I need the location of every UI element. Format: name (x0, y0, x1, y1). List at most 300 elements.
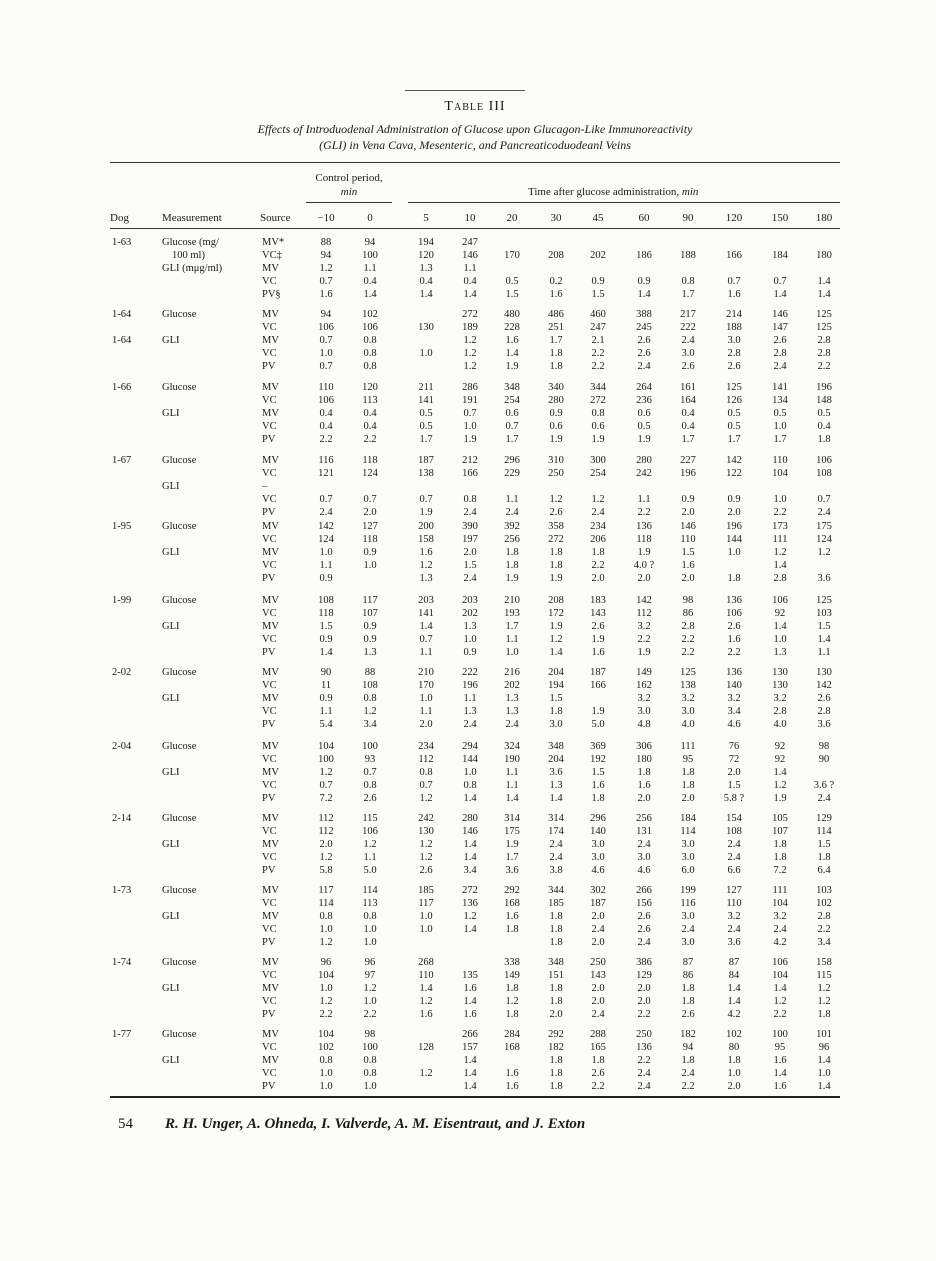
table-cell: 92 (774, 754, 786, 766)
table-cell: 2.8 (773, 706, 787, 718)
table-cell: 1.4 (463, 289, 477, 301)
source-label: VC (262, 780, 277, 792)
table-cell: 1.4 (463, 924, 477, 936)
table-cell: 314 (548, 813, 564, 824)
table-cell: 2.2 (591, 348, 605, 360)
table-cell: 1.8 (549, 560, 563, 572)
table-cell: 0.4 (363, 421, 377, 433)
table-cell: 100 (362, 250, 378, 262)
table-cell: 1.2 (773, 780, 787, 792)
table-cell: 1.2 (363, 839, 377, 851)
dog-id: 2-14 (112, 813, 132, 824)
table-cell: 1.4 (419, 289, 433, 301)
table-cell: 0.7 (419, 780, 433, 792)
table-cell: 112 (418, 754, 434, 766)
source-label: PV (262, 647, 276, 659)
source-label: MV (262, 839, 279, 851)
table-cell: 302 (590, 885, 606, 896)
table-cell: 1.5 (681, 547, 695, 559)
table-cell: 1.2 (463, 911, 477, 923)
table-cell: 1.9 (591, 634, 605, 646)
table-cell: 93 (364, 754, 376, 766)
table-cell: 0.4 (681, 408, 695, 420)
table-cell: 256 (636, 813, 652, 824)
table-cell: 102 (362, 309, 378, 320)
table-cell: 222 (680, 322, 696, 334)
table-cell: 1.5 (463, 560, 477, 572)
table-cell: 2.8 (727, 348, 741, 360)
table-cell: 2.0 (637, 983, 651, 995)
table-cell: 100 (362, 1042, 378, 1054)
source-label: MV (262, 521, 279, 532)
table-cell: 1.6 (773, 1055, 787, 1067)
table-cell: 1.6 (727, 634, 741, 646)
table-cell: 3.0 (591, 839, 605, 851)
table-cell: 166 (590, 680, 606, 692)
table-cell: 222 (462, 667, 478, 678)
table-cell: 2.0 (591, 573, 605, 585)
table-cell: 146 (680, 521, 696, 532)
table-cell: 1.4 (505, 348, 519, 360)
table-cell: 1.2 (419, 793, 433, 805)
source-label: MV (262, 957, 279, 968)
table-cell: 1.8 (505, 1009, 519, 1021)
time-col-header: 60 (638, 212, 650, 224)
table-cell: 1.8 (505, 547, 519, 559)
dog-id: 2-04 (112, 741, 132, 752)
table-cell: 1.9 (463, 434, 477, 446)
table-cell: 1.2 (419, 852, 433, 864)
table-cell: 3.0 (637, 706, 651, 718)
table-cell: 136 (462, 898, 478, 910)
table-cell: 2.0 (549, 1009, 563, 1021)
table-cell: 98 (682, 595, 694, 606)
table-cell: 1.2 (549, 494, 563, 506)
table-cell: 310 (548, 455, 564, 466)
table-cell: 2.2 (363, 434, 377, 446)
table-cell: 1.5 (591, 289, 605, 301)
table-cell: 229 (504, 468, 520, 480)
table-cell: 142 (726, 455, 742, 466)
table-cell: 96 (364, 957, 376, 968)
table-cell: 1.7 (419, 434, 433, 446)
table-cell: 1.0 (817, 1068, 831, 1080)
table-cell: 106 (816, 455, 832, 466)
table-cell: 1.8 (681, 983, 695, 995)
time-col-header: 180 (815, 212, 833, 224)
source-label: MV (262, 741, 279, 752)
table-cell: 173 (772, 521, 788, 532)
table-cell: 111 (680, 741, 696, 752)
table-cell: 1.2 (319, 937, 333, 949)
table-cell: 1.9 (637, 647, 651, 659)
table-cell: 1.0 (319, 983, 333, 995)
table-cell: 1.0 (363, 560, 377, 572)
table-cell: 143 (590, 608, 606, 620)
table-cell: 0.8 (319, 911, 333, 923)
table-cell: 92 (774, 608, 786, 620)
table-cell: 3.2 (727, 693, 741, 705)
table-cell: 170 (504, 250, 520, 262)
table-cell: 1.4 (817, 1055, 831, 1067)
table-cell: 460 (590, 309, 606, 320)
table-cell: 2.4 (463, 573, 477, 585)
table-cell: 112 (318, 826, 334, 838)
source-label: VC (262, 494, 277, 506)
table-cell: 272 (462, 885, 478, 896)
table-cell: 94 (682, 1042, 694, 1054)
table-cell: 149 (636, 667, 652, 678)
table-cell: 1.6 (549, 289, 563, 301)
measurement-label: GLI (162, 911, 180, 923)
table-cell: 166 (726, 250, 742, 262)
dog-id: 2-02 (112, 667, 132, 678)
table-cell: 2.2 (363, 1009, 377, 1021)
table-cell: 242 (636, 468, 652, 480)
table-cell: 245 (636, 322, 652, 334)
col-source: Source (260, 212, 291, 224)
table-cell: 88 (320, 237, 332, 248)
table-cell: 124 (318, 534, 334, 546)
table-cell: 2.8 (681, 621, 695, 633)
source-label: MV (262, 1029, 279, 1040)
table-cell: 0.9 (363, 634, 377, 646)
table-cell: 1.9 (591, 706, 605, 718)
table-cell: 272 (590, 395, 606, 407)
table-cell: 1.1 (505, 634, 519, 646)
table-cell: 2.2 (773, 1009, 787, 1021)
table-cell: 1.8 (505, 983, 519, 995)
measurement-label: GLI (162, 983, 180, 995)
source-label: MV (262, 911, 279, 923)
table-cell: 197 (462, 534, 478, 546)
table-cell: 280 (548, 395, 564, 407)
table-cell: 194 (548, 680, 564, 692)
source-label: MV (262, 667, 279, 678)
table-cell: 1.3 (549, 780, 563, 792)
table-cell: 115 (816, 970, 832, 982)
table-cell: 202 (590, 250, 606, 262)
table-cell: 107 (362, 608, 378, 620)
table-title-line1: Effects of Introduodenal Administration of Glucose upon Glucagon-Like Immunoreactivity (257, 122, 693, 136)
source-label: PV§ (262, 289, 281, 301)
time-col-header: 120 (725, 212, 743, 224)
table-cell: 0.4 (817, 421, 831, 433)
table-cell: 1.4 (419, 621, 433, 633)
table-cell: 161 (680, 382, 696, 393)
source-label: MV (262, 621, 279, 633)
table-cell: 3.6 (505, 865, 519, 877)
table-cell: 1.1 (463, 263, 477, 275)
page-number: 54 (118, 1116, 133, 1132)
time-col-header: −10 (317, 212, 335, 224)
table-cell: 0.4 (363, 276, 377, 288)
table-cell: 1.4 (817, 1081, 831, 1093)
table-cell: 0.8 (363, 1055, 377, 1067)
table-cell: 1.3 (463, 706, 477, 718)
table-cell: 2.0 (681, 507, 695, 519)
table-cell: 1.8 (727, 573, 741, 585)
table-cell: 168 (504, 898, 520, 910)
table-cell: 186 (636, 250, 652, 262)
table-cell: 3.2 (637, 693, 651, 705)
table-cell: 2.4 (681, 924, 695, 936)
table-cell: 2.1 (591, 335, 605, 346)
table-cell: 0.5 (727, 421, 741, 433)
measurement-label: Glucose (mg/ (162, 237, 219, 248)
table-cell: 1.8 (505, 924, 519, 936)
table-cell: 126 (726, 395, 742, 407)
table-cell: 344 (590, 382, 606, 393)
table-cell: 1.5 (549, 693, 563, 705)
table-cell: 6.0 (681, 865, 695, 877)
table-cell: 288 (590, 1029, 606, 1040)
dog-id: 1-99 (112, 595, 132, 606)
table-cell: 1.0 (363, 937, 377, 949)
table-cell: 268 (418, 957, 434, 968)
table-cell: 94 (364, 237, 376, 248)
table-cell: 2.2 (727, 647, 741, 659)
source-label: VC (262, 924, 277, 936)
table-cell: 1.2 (463, 348, 477, 360)
table-cell: 3.6 (549, 767, 563, 779)
table-cell: 108 (318, 595, 334, 606)
table-cell: 1.9 (549, 434, 563, 446)
table-cell: 1.8 (637, 767, 651, 779)
table-cell: 1.8 (505, 560, 519, 572)
table-cell: 112 (318, 813, 334, 824)
table-cell: 1.6 (591, 780, 605, 792)
table-cell: 254 (590, 468, 606, 480)
table-cell: 358 (548, 521, 564, 532)
table-cell: 0.7 (505, 421, 519, 433)
table-cell: 3.0 (681, 706, 695, 718)
table-cell: 130 (772, 680, 788, 692)
table-cell: 2.4 (319, 507, 333, 519)
table-cell: 2.4 (727, 852, 741, 864)
table-cell: 103 (816, 608, 832, 620)
table-cell: 0.4 (681, 421, 695, 433)
source-label: VC (262, 680, 277, 692)
table-cell: 0.8 (319, 1055, 333, 1067)
table-cell: 1.0 (319, 924, 333, 936)
table-cell: 2.4 (773, 361, 787, 373)
table-cell: 106 (362, 322, 378, 334)
table-cell: 2.2 (637, 634, 651, 646)
table-cell: 192 (590, 754, 606, 766)
table-cell: 113 (362, 395, 378, 407)
table-cell: 216 (504, 667, 520, 678)
table-cell: 86 (682, 970, 694, 982)
table-cell: 3.0 (681, 937, 695, 949)
table-cell: 1.1 (505, 780, 519, 792)
table-cell: 0.7 (419, 634, 433, 646)
dog-id: 1-64 (112, 309, 132, 320)
table-cell: 100 (772, 1029, 788, 1040)
source-label: PV (262, 793, 276, 805)
table-cell: 1.4 (773, 983, 787, 995)
table-cell: 103 (816, 885, 832, 896)
table-cell: 2.2 (681, 647, 695, 659)
table-cell: 266 (462, 1029, 478, 1040)
table-cell: 1.6 (505, 1081, 519, 1093)
table-cell: 2.4 (773, 924, 787, 936)
table-cell: 114 (816, 826, 832, 838)
table-cell: 116 (680, 898, 696, 910)
table-cell: 127 (362, 521, 378, 532)
table-cell: 142 (636, 595, 652, 606)
table-cell: 125 (816, 595, 832, 606)
source-label: VC (262, 898, 277, 910)
table-cell: 1.0 (463, 767, 477, 779)
table-cell: 2.4 (817, 507, 831, 519)
table-cell: 104 (772, 468, 788, 480)
table-cell: 4.0 ? (633, 560, 655, 572)
dog-id: 1-74 (112, 957, 132, 968)
table-cell: 1.3 (363, 647, 377, 659)
table-cell: 1.8 (817, 1009, 831, 1021)
table-cell: 0.7 (363, 494, 377, 506)
table-cell: 2.0 (681, 573, 695, 585)
table-cell: 0.5 (505, 276, 519, 288)
table-cell: 5.0 (591, 719, 605, 731)
table-cell: 88 (364, 667, 376, 678)
time-col-header: 10 (464, 212, 476, 224)
table-cell: 3.6 ? (813, 780, 835, 792)
table-cell: 292 (548, 1029, 564, 1040)
table-cell: 1.8 (549, 983, 563, 995)
table-cell: 0.8 (363, 780, 377, 792)
table-cell: 348 (548, 957, 564, 968)
table-cell: 1.8 (727, 1055, 741, 1067)
source-label: VC (262, 826, 277, 838)
table-cell: 250 (590, 957, 606, 968)
table-cell: 0.9 (463, 647, 477, 659)
time-col-header: 20 (506, 212, 518, 224)
table-cell: 108 (816, 468, 832, 480)
col-dog: Dog (110, 212, 129, 224)
source-label: VC (262, 421, 277, 433)
table-cell: 118 (636, 534, 652, 546)
table-cell: 2.0 (319, 839, 333, 851)
source-label: VC (262, 1042, 277, 1054)
table-cell: 1.2 (419, 839, 433, 851)
table-cell: 1.1 (505, 494, 519, 506)
table-cell: 90 (818, 754, 830, 766)
table-cell: 1.1 (363, 263, 377, 275)
table-cell: 196 (462, 680, 478, 692)
table-cell: 1.6 (591, 647, 605, 659)
table-cell: 108 (726, 826, 742, 838)
table-cell: 1.0 (319, 1081, 333, 1093)
source-label: VC (262, 348, 277, 360)
table-cell: 1.8 (591, 547, 605, 559)
table-cell: 130 (816, 667, 832, 678)
table-cell: 1.4 (463, 1081, 477, 1093)
table-cell: 3.4 (363, 719, 377, 731)
table-cell: 0.8 (463, 494, 477, 506)
table-cell: 196 (816, 382, 832, 393)
table-cell: 0.9 (319, 693, 333, 705)
table-cell: 6.4 (817, 865, 831, 877)
table-cell: 120 (362, 382, 378, 393)
table-cell: 5.8 ? (723, 793, 745, 805)
table-cell: 1.9 (419, 507, 433, 519)
table-cell: 1.2 (419, 996, 433, 1008)
table-cell: 256 (504, 534, 520, 546)
table-cell: 0.8 (363, 361, 377, 373)
table-cell: 286 (462, 382, 478, 393)
table-cell: 94 (320, 250, 332, 262)
table-cell: 2.2 (773, 507, 787, 519)
table-cell: 92 (774, 741, 786, 752)
table-cell: 144 (726, 534, 742, 546)
table-cell: 136 (726, 667, 742, 678)
control-header-line2: min (340, 186, 358, 198)
table-cell: 324 (504, 741, 520, 752)
table-cell: 1.4 (637, 289, 651, 301)
table-cell: 2.0 (463, 547, 477, 559)
table-cell: 182 (680, 1029, 696, 1040)
table-cell: 125 (816, 309, 832, 320)
source-label: PV (262, 434, 276, 446)
table-cell: 0.7 (319, 361, 333, 373)
table-cell: 0.5 (773, 408, 787, 420)
table-cell: 0.9 (591, 276, 605, 288)
table-cell: 2.6 (419, 865, 433, 877)
measurement-label: Glucose (162, 957, 197, 968)
table-cell: 0.7 (773, 276, 787, 288)
table-cell: 146 (462, 250, 478, 262)
table-cell: 2.0 (727, 767, 741, 779)
measurement-label: Glucose (162, 667, 197, 678)
table-cell: 2.6 (591, 621, 605, 633)
dog-id: 1-63 (112, 237, 132, 248)
measurement-label: GLI (162, 621, 180, 633)
table-cell: 1.4 (463, 839, 477, 851)
table-cell: 146 (772, 309, 788, 320)
table-cell: 1.5 (817, 839, 831, 851)
table-cell: 2.4 (505, 719, 519, 731)
table-cell: 1.4 (817, 276, 831, 288)
table-cell: 3.6 (817, 573, 831, 585)
table-cell: 113 (362, 898, 378, 910)
table-cell: 1.8 (549, 1068, 563, 1080)
table-cell: 131 (636, 826, 652, 838)
source-label: VC (262, 608, 277, 620)
table-cell: 1.4 (727, 996, 741, 1008)
table-cell: 1.2 (463, 335, 477, 346)
table-cell: 1.5 (319, 621, 333, 633)
table-cell: 272 (462, 309, 478, 320)
table-cell: 348 (548, 741, 564, 752)
source-label: VC (262, 754, 277, 766)
table-cell: 1.0 (727, 547, 741, 559)
table-cell: 203 (418, 595, 434, 606)
source-label: VC (262, 468, 277, 480)
table-cell: 2.6 (637, 911, 651, 923)
table-cell: 1.5 (505, 289, 519, 301)
table-cell: 1.8 (773, 852, 787, 864)
table-cell: 2.6 (549, 507, 563, 519)
table-cell: 3.0 (681, 839, 695, 851)
table-cell: 185 (418, 885, 434, 896)
table-cell: 280 (462, 813, 478, 824)
measurement-label: GLI (162, 767, 180, 779)
time-header-unit: min (681, 186, 699, 198)
table-cell: 0.8 (419, 767, 433, 779)
table-cell: 2.4 (463, 507, 477, 519)
